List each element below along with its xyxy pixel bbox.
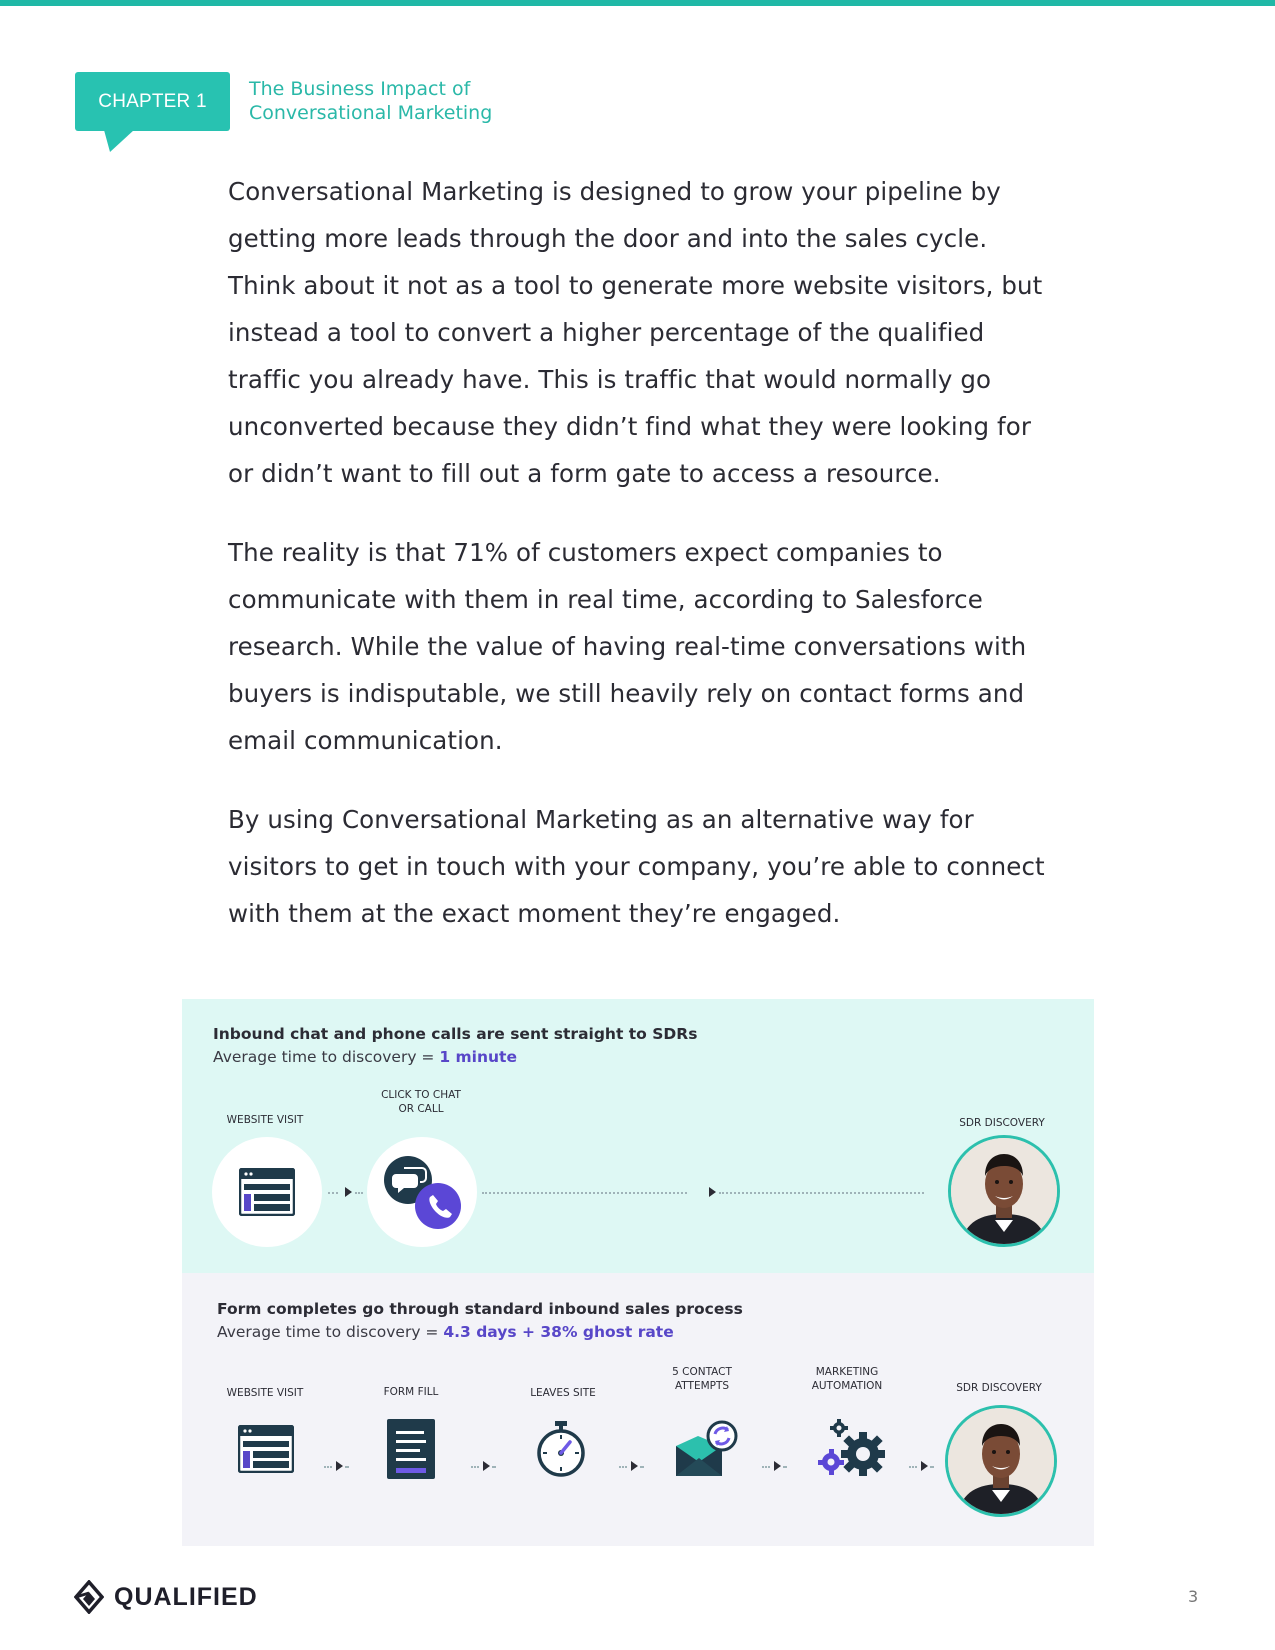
browser-window-icon [238,1425,294,1473]
connector [328,1192,338,1194]
connector [909,1466,917,1468]
connector [324,1466,332,1468]
connector [355,1192,363,1194]
form-flow-panel [182,1273,1094,1546]
sdr-avatar [948,1135,1060,1247]
connector [492,1466,496,1468]
step-label-click-to-chat [351,1088,491,1116]
chapter-title [249,77,529,125]
form-flow-time: 4.3 days + 38% ghost rate [443,1323,674,1341]
chat-phone-icon [382,1154,462,1230]
person-avatar-icon [948,1408,1054,1514]
email-refresh-icon [674,1420,738,1478]
chat-flow-subheading [213,1048,517,1066]
connector [482,1192,687,1194]
qualified-logo-icon [74,1580,104,1614]
website-visit-step [230,1413,302,1485]
chapter-badge-tail [104,130,134,152]
leaves-site-step [525,1413,597,1485]
step-label-line: MARKETING [815,1366,879,1378]
chapter-title-line1: The Business Impact of [249,78,471,100]
step-label-line: 5 CONTACT [672,1366,732,1378]
form-fill-step [375,1413,447,1485]
form-document-icon [387,1419,435,1479]
connector [719,1192,924,1194]
paragraph-3: By using Conversational Marketing as an alternative way for visitors to get in touch with your company, you’re able to connect with them at the exact moment they’re engaged. [228,805,1045,928]
flow-arrow-icon [336,1461,343,1471]
flow-arrow-icon [483,1461,490,1471]
chat-flow-time: 1 minute [439,1048,517,1066]
connector [471,1466,479,1468]
qualified-logo [74,1580,258,1614]
step-label-sdr-discovery: SDR DISCOVERY [956,1382,1042,1394]
marketing-automation-step [814,1411,890,1487]
step-label-website-visit: WEBSITE VISIT [226,1114,304,1126]
flow-arrow-icon [774,1461,781,1471]
step-label-leaves-site: LEAVES SITE [530,1387,596,1399]
step-label-line: OR CALL [398,1103,444,1115]
top-accent-bar [0,0,1275,6]
browser-window-icon [239,1168,295,1216]
flow-arrow-icon [345,1187,352,1197]
step-label-line: CLICK TO CHAT [381,1089,461,1101]
website-visit-circle [212,1137,322,1247]
connector [345,1466,349,1468]
paragraph-1: Conversational Marketing is designed to grow your pipeline by getting more leads through the door and into the sales cycle. Think about it not as a tool to generate more website visitors, but instead a tool to convert a higher percentage of the qualified traffic you already have. This is traffic that would normally go unconverted because they didn’t find what they were looking for or didn’t want to fill out a form gate to access a resource. [228,177,1043,488]
step-label-marketing-automation [777,1365,917,1393]
step-label-website-visit: WEBSITE VISIT [226,1387,304,1399]
flow-arrow-icon [709,1187,716,1197]
stopwatch-icon [535,1420,587,1478]
connector [783,1466,787,1468]
connector [640,1466,644,1468]
paragraph-2: The reality is that 71% of customers expect companies to communicate with them in real time, according to Salesforce research. While the value of having real-time conversations with buyers is indisputable, we still heavily rely on contact forms and email communication. [228,538,1027,755]
form-flow-subheading [217,1323,674,1341]
flow-arrow-icon [631,1461,638,1471]
chat-flow-heading: Inbound chat and phone calls are sent straight to SDRs [213,1025,698,1043]
gears-icon [817,1418,887,1480]
body-text [228,168,1058,969]
form-flow-heading: Form completes go through standard inbound sales process [217,1300,743,1318]
chapter-badge: CHAPTER 1 [75,72,230,131]
chapter-title-line2: Conversational Marketing [249,102,493,124]
step-label-sdr-discovery: SDR DISCOVERY [959,1117,1045,1129]
chat-flow-sub-prefix: Average time to discovery = [213,1048,440,1066]
connector [762,1466,770,1468]
logo-text: QUALIFIED [114,1582,258,1611]
person-avatar-icon [951,1138,1057,1244]
chat-flow-panel [182,999,1094,1273]
click-to-chat-circle [367,1137,477,1247]
step-label-line: AUTOMATION [811,1380,883,1392]
contact-attempts-step [670,1413,742,1485]
flow-arrow-icon [921,1461,928,1471]
connector [930,1466,934,1468]
step-label-contact-attempts [632,1365,772,1393]
form-flow-sub-prefix: Average time to discovery = [217,1323,444,1341]
step-label-form-fill: FORM FILL [383,1386,439,1398]
connector [619,1466,627,1468]
step-label-line: ATTEMPTS [674,1380,730,1392]
page-number: 3 [1188,1587,1199,1606]
sdr-avatar [945,1405,1057,1517]
